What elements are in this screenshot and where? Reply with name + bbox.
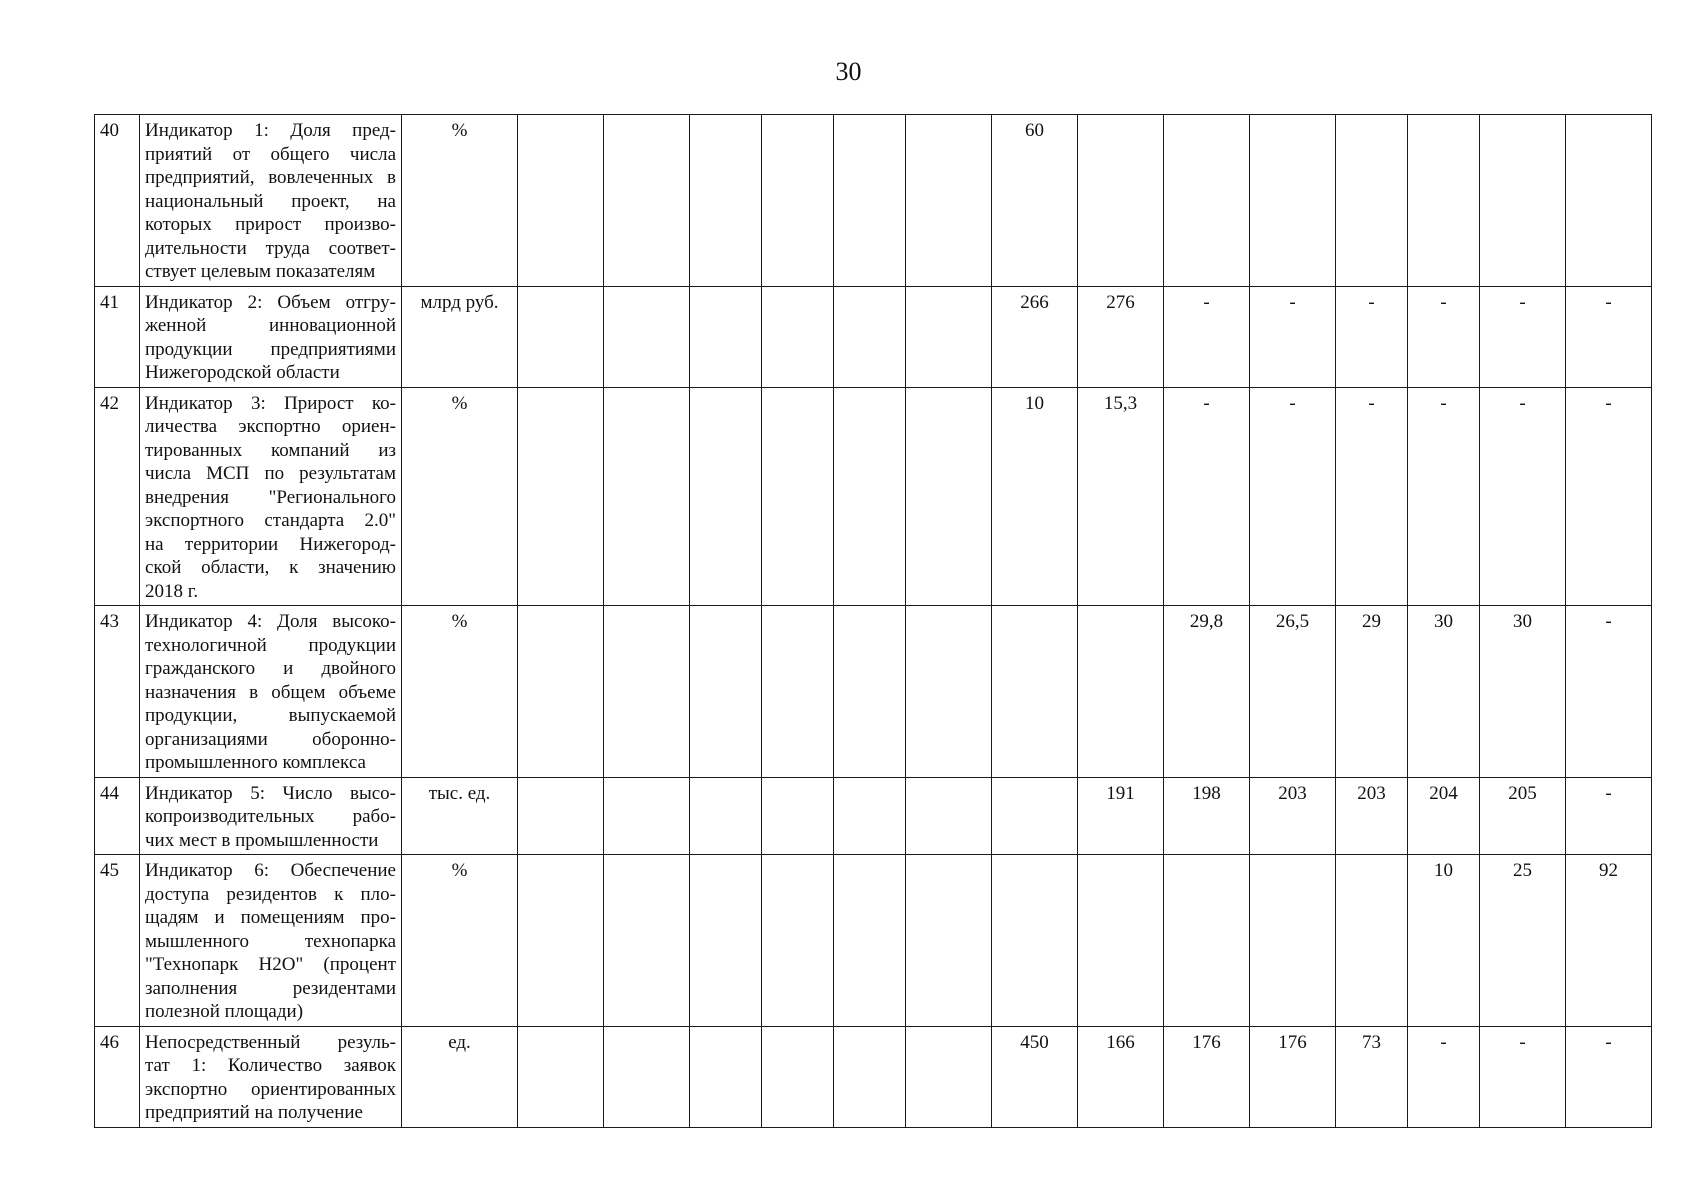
indicator-name — [140, 115, 402, 287]
table-row — [95, 606, 1652, 778]
unit-cell: % — [402, 606, 518, 778]
indicator-name — [140, 777, 402, 855]
value-cell — [604, 855, 690, 1027]
indicator-name-line: экспортного стандарта 2.0" — [145, 510, 396, 531]
value-cell — [1336, 115, 1408, 287]
value-cell: - — [1408, 1026, 1480, 1127]
value-cell — [604, 1026, 690, 1127]
value-cell: 176 — [1250, 1026, 1336, 1127]
indicator-name-line: экспортно ориентированных — [145, 1078, 396, 1100]
indicator-name-line: Индикатор 6: Обеспечение — [145, 860, 396, 881]
value-cell: 26,5 — [1250, 606, 1336, 778]
row-number: 44 — [95, 777, 140, 855]
table-row — [95, 286, 1652, 387]
value-cell: 73 — [1336, 1026, 1408, 1127]
value-cell: 29 — [1336, 606, 1408, 778]
row-number: 45 — [95, 855, 140, 1027]
indicator-name-line: технологичной продукции — [145, 634, 396, 656]
value-cell — [762, 387, 834, 606]
value-cell — [518, 606, 604, 778]
unit-cell: тыс. ед. — [402, 777, 518, 855]
value-cell — [906, 115, 992, 287]
value-cell — [834, 286, 906, 387]
value-cell — [604, 115, 690, 287]
indicator-name-line: национальный проект, на — [145, 190, 396, 212]
value-cell — [762, 115, 834, 287]
value-cell: 30 — [1408, 606, 1480, 778]
indicator-name-line: копроизводительных рабо- — [145, 806, 396, 827]
value-cell — [604, 387, 690, 606]
value-cell — [834, 115, 906, 287]
indicator-name-line: назначения в общем объеме — [145, 681, 396, 703]
unit-cell: % — [402, 387, 518, 606]
value-cell — [604, 606, 690, 778]
value-cell: 198 — [1164, 777, 1250, 855]
indicator-name-line: Индикатор 1: Доля пред- — [145, 120, 396, 141]
value-cell — [906, 286, 992, 387]
indicator-name-line: тированных компаний из — [145, 439, 396, 461]
indicator-name-line: чих мест в промышленности — [145, 829, 379, 851]
value-cell — [906, 777, 992, 855]
indicator-name-line: приятий от общего числа — [145, 143, 396, 165]
value-cell: - — [1566, 1026, 1652, 1127]
value-cell: - — [1480, 286, 1566, 387]
indicators-table — [94, 114, 1652, 1128]
value-cell: - — [1164, 286, 1250, 387]
indicator-name — [140, 1026, 402, 1127]
row-number: 46 — [95, 1026, 140, 1127]
table-row — [95, 855, 1652, 1027]
indicator-name — [140, 387, 402, 606]
value-cell: - — [1250, 286, 1336, 387]
value-cell: 266 — [992, 286, 1078, 387]
value-cell — [1408, 115, 1480, 287]
value-cell — [1566, 115, 1652, 287]
indicator-name-line: тат 1: Количество заявок — [145, 1055, 396, 1076]
value-cell — [992, 777, 1078, 855]
value-cell — [518, 1026, 604, 1127]
indicator-name-line: предприятий, вовлеченных в — [145, 167, 396, 188]
value-cell: 450 — [992, 1026, 1078, 1127]
value-cell — [518, 777, 604, 855]
value-cell: 10 — [992, 387, 1078, 606]
indicator-name-line: Индикатор 2: Объем отгру- — [145, 291, 396, 313]
value-cell — [762, 1026, 834, 1127]
indicator-name-line: продукции, выпускаемой — [145, 705, 396, 726]
value-cell — [690, 1026, 762, 1127]
value-cell: 203 — [1250, 777, 1336, 855]
indicator-name-line: промышленного комплекса — [145, 752, 366, 773]
value-cell: 29,8 — [1164, 606, 1250, 778]
value-cell: - — [1408, 387, 1480, 606]
indicator-name-line: Индикатор 4: Доля высоко- — [145, 611, 396, 632]
value-cell — [1250, 115, 1336, 287]
value-cell — [762, 855, 834, 1027]
indicator-name-line: организациями оборонно- — [145, 728, 396, 750]
indicator-name-line: щадям и помещениям про- — [145, 907, 396, 928]
value-cell — [834, 1026, 906, 1127]
value-cell — [1078, 606, 1164, 778]
indicator-name-line: дительности труда соответ- — [145, 237, 396, 259]
row-number: 41 — [95, 286, 140, 387]
value-cell — [762, 606, 834, 778]
indicator-name-line: Индикатор 3: Прирост ко- — [145, 392, 396, 414]
value-cell — [762, 777, 834, 855]
value-cell: 15,3 — [1078, 387, 1164, 606]
row-number: 40 — [95, 115, 140, 287]
value-cell: 176 — [1164, 1026, 1250, 1127]
value-cell: 203 — [1336, 777, 1408, 855]
value-cell — [992, 606, 1078, 778]
value-cell — [1164, 115, 1250, 287]
value-cell — [1336, 855, 1408, 1027]
table-row — [95, 115, 1652, 287]
value-cell — [834, 387, 906, 606]
unit-cell: % — [402, 855, 518, 1027]
value-cell: - — [1480, 1026, 1566, 1127]
value-cell: - — [1566, 387, 1652, 606]
value-cell: 204 — [1408, 777, 1480, 855]
value-cell — [1078, 115, 1164, 287]
indicator-name — [140, 606, 402, 778]
table-body — [95, 115, 1652, 1128]
value-cell — [1480, 115, 1566, 287]
value-cell: 25 — [1480, 855, 1566, 1027]
indicator-name-line: гражданского и двойного — [145, 658, 396, 679]
indicator-name-line: доступа резидентов к пло- — [145, 883, 396, 905]
value-cell — [834, 606, 906, 778]
indicator-name-line: числа МСП по результатам — [145, 463, 396, 484]
indicator-name-line: ствует целевым показателям — [145, 261, 376, 282]
table-row — [95, 387, 1652, 606]
value-cell: 191 — [1078, 777, 1164, 855]
value-cell: 30 — [1480, 606, 1566, 778]
value-cell — [690, 286, 762, 387]
value-cell — [906, 855, 992, 1027]
page-number: 30 — [835, 57, 862, 86]
value-cell — [518, 855, 604, 1027]
value-cell — [1078, 855, 1164, 1027]
indicator-name — [140, 286, 402, 387]
value-cell — [690, 387, 762, 606]
indicator-name-line: женной инновационной — [145, 315, 396, 336]
value-cell — [992, 855, 1078, 1027]
value-cell — [834, 777, 906, 855]
value-cell — [762, 286, 834, 387]
indicator-name-line: внедрения "Регионального — [145, 486, 396, 508]
indicator-name-line: мышленного технопарка — [145, 930, 396, 952]
indicator-name-line: полезной площади) — [145, 1001, 304, 1022]
value-cell: 10 — [1408, 855, 1480, 1027]
value-cell — [518, 286, 604, 387]
value-cell — [906, 1026, 992, 1127]
value-cell — [518, 387, 604, 606]
value-cell — [518, 115, 604, 287]
value-cell: 92 — [1566, 855, 1652, 1027]
value-cell: 60 — [992, 115, 1078, 287]
value-cell — [604, 777, 690, 855]
indicator-name-line: предприятий на получение — [145, 1102, 363, 1123]
value-cell — [690, 855, 762, 1027]
indicator-name-line: "Технопарк Н2О" (процент — [145, 954, 396, 975]
value-cell: - — [1566, 606, 1652, 778]
row-number: 42 — [95, 387, 140, 606]
unit-cell: ед. — [402, 1026, 518, 1127]
value-cell — [906, 606, 992, 778]
indicator-name-line: ской области, к значению — [145, 557, 396, 578]
value-cell: - — [1480, 387, 1566, 606]
value-cell — [1164, 855, 1250, 1027]
indicator-name-line: Нижегородской области — [145, 362, 340, 383]
indicator-name — [140, 855, 402, 1027]
value-cell — [690, 606, 762, 778]
value-cell — [690, 115, 762, 287]
value-cell: - — [1336, 286, 1408, 387]
value-cell: - — [1164, 387, 1250, 606]
value-cell: 166 — [1078, 1026, 1164, 1127]
row-number: 43 — [95, 606, 140, 778]
value-cell: 205 — [1480, 777, 1566, 855]
value-cell — [834, 855, 906, 1027]
indicator-name-line: которых прирост произво- — [145, 214, 396, 235]
value-cell: - — [1566, 286, 1652, 387]
value-cell — [906, 387, 992, 606]
value-cell: - — [1566, 777, 1652, 855]
value-cell: - — [1408, 286, 1480, 387]
indicator-name-line: личества экспортно ориен- — [145, 416, 396, 437]
value-cell — [604, 286, 690, 387]
unit-cell: млрд руб. — [402, 286, 518, 387]
indicator-name-line: 2018 г. — [145, 580, 199, 602]
value-cell: - — [1336, 387, 1408, 606]
value-cell — [690, 777, 762, 855]
table-row — [95, 777, 1652, 855]
indicator-name-line: заполнения резидентами — [145, 977, 396, 999]
table-row — [95, 1026, 1652, 1127]
unit-cell: % — [402, 115, 518, 287]
indicator-name-line: Непосредственный резуль- — [145, 1031, 396, 1053]
value-cell: 276 — [1078, 286, 1164, 387]
indicator-name-line: продукции предприятиями — [145, 338, 396, 360]
indicator-name-line: на территории Нижегород- — [145, 533, 396, 555]
value-cell: - — [1250, 387, 1336, 606]
value-cell — [1250, 855, 1336, 1027]
indicator-name-line: Индикатор 5: Число высо- — [145, 782, 396, 804]
